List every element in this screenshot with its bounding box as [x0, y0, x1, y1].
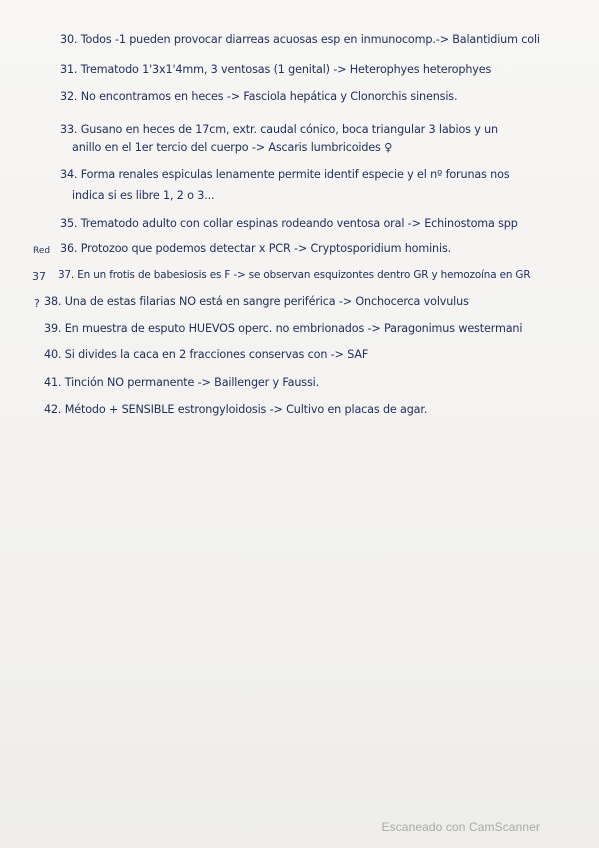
answer-line-41: 41. Tinción NO permanente -> Baillenger y Faussi.: [44, 376, 319, 389]
answer-line-34: 34. Forma renales espiculas lenamente permite identif especie y el nº forunas nos: [60, 168, 510, 181]
margin-note-38: ?: [34, 297, 40, 310]
camscanner-watermark: Escaneado con CamScanner: [381, 820, 540, 834]
answer-line-30: 30. Todos -1 pueden provocar diarreas acuosas esp en inmunocomp.-> Balantidium coli: [60, 33, 540, 46]
answer-line-33-continued: anillo en el 1er tercio del cuerpo -> Ascaris lumbricoides ♀: [72, 141, 393, 154]
answer-line-36: 36. Protozoo que podemos detectar x PCR -> Cryptosporidium hominis.: [60, 242, 452, 255]
answer-line-34-continued: indica si es libre 1, 2 o 3...: [72, 189, 215, 202]
answer-line-32: 32. No encontramos en heces -> Fasciola hepática y Clonorchis sinensis.: [60, 90, 458, 103]
answer-line-42: 42. Método + SENSIBLE estrongyloidosis -> Cultivo en placas de agar.: [44, 403, 428, 416]
answer-line-35: 35. Trematodo adulto con collar espinas rodeando ventosa oral -> Echinostoma spp: [60, 217, 518, 230]
answer-line-37: 37. En un frotis de babesiosis es F -> se observan esquizontes dentro GR y hemozoína en GR: [58, 269, 531, 281]
answer-line-31: 31. Trematodo 1'3x1'4mm, 3 ventosas (1 genital) -> Heterophyes heterophyes: [60, 63, 492, 76]
answer-line-38: 38. Una de estas filarias NO está en sangre periférica -> Onchocerca volvulus: [44, 295, 469, 308]
answer-line-40: 40. Si divides la caca en 2 fracciones conservas con -> SAF: [44, 348, 369, 361]
answer-line-33: 33. Gusano en heces de 17cm, extr. caudal cónico, boca triangular 3 labios y un: [60, 123, 498, 136]
margin-note-37: 37: [32, 270, 46, 283]
answer-line-39: 39. En muestra de esputo HUEVOS operc. no embrionados -> Paragonimus westermani: [44, 322, 523, 335]
margin-note-red: Red: [33, 246, 51, 256]
